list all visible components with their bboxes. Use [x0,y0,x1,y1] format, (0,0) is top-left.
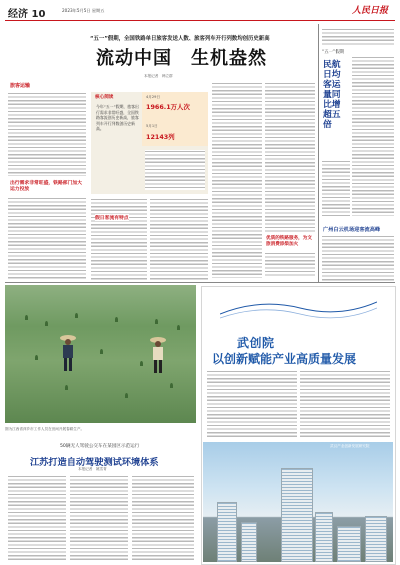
issue-date: 2023年5月5日 星期五 [62,8,105,13]
article-body-7 [265,252,315,278]
ad-body-1 [207,370,297,438]
main-byline: 本报记者 韩立群 [144,74,173,78]
stat-1-label: 4月29日 [146,95,161,99]
worker-1-figure [57,333,79,373]
ad-photo-caption: 武汉产业创新发展研究院 [330,444,370,448]
photo-caption: 图为江西省萍乡市工作人员在田间开展春耕生产。 [5,427,85,431]
infobox-extra-text [145,150,205,190]
worker-2-figure [147,335,169,375]
right-subtitle: 广州白云机场迎客流高峰 [323,227,381,233]
bottom-byline: 本报记者 姚雪青 [78,467,107,471]
column-divider [318,24,319,282]
masthead-logo: 人民日报 [352,6,389,16]
ad-title: 武创院 [237,336,275,350]
section-heading-1: 旅客运输 [10,83,31,89]
article-body-2 [8,197,86,279]
bottom-body-1 [8,475,66,561]
bottom-body-3 [132,475,194,561]
right-title: 民航日均客运量同比增超五倍 [323,60,341,130]
mid-rule [5,282,395,283]
right-body-2 [322,160,350,216]
header-rule [5,20,395,21]
right-body-3 [322,235,394,281]
stat-2-label: 5月1日 [146,124,158,128]
article-body-3 [91,198,147,280]
infobox-body: 今年“五一”假期，旅客出行需求非常旺盛，全国铁路客流创历史新高，旅客列车开行列数创历史新高。 [96,104,139,132]
article-body-4 [150,198,208,280]
campus-photo [203,442,393,562]
stat-2-value: 12143列 [146,133,175,141]
bottom-title: 江苏打造自动驾驶测试环境体系 [30,457,159,468]
bottom-body-2 [70,475,128,561]
stat-1-value: 1966.1万人次 [146,103,190,111]
ad-subtitle: 以创新赋能产业高质量发展 [212,352,357,366]
article-body-5 [212,82,262,278]
infobox-title: 核心阅读 [95,95,114,100]
main-title: 流动中国 生机盎然 [96,48,267,69]
section-heading-2: 出行需求非常旺盛，铁路部门加大运力投放 [10,181,82,192]
article-body-6 [265,82,315,232]
article-body-1 [8,92,86,176]
right-body-1 [352,56,394,216]
right-intro-text [322,28,394,46]
bottom-kicker: 50辆无人驾驶公交车在某园区示范运行 [60,444,140,449]
right-kicker: “五一”假期 [322,50,345,55]
ad-body-2 [300,370,390,438]
section-label: 经济 10 [8,9,46,20]
ad-decoration-icon [220,296,377,320]
field-photo [5,285,196,423]
section-heading-3: 假日客流有特点 [95,216,129,221]
section-heading-4: 优质的铁路服务，为文旅消费添柴加火 [266,236,312,247]
main-kicker: “五一”假期，全国铁路单日旅客发送人数、旅客列车开行列数均创历史新高 [90,36,270,42]
